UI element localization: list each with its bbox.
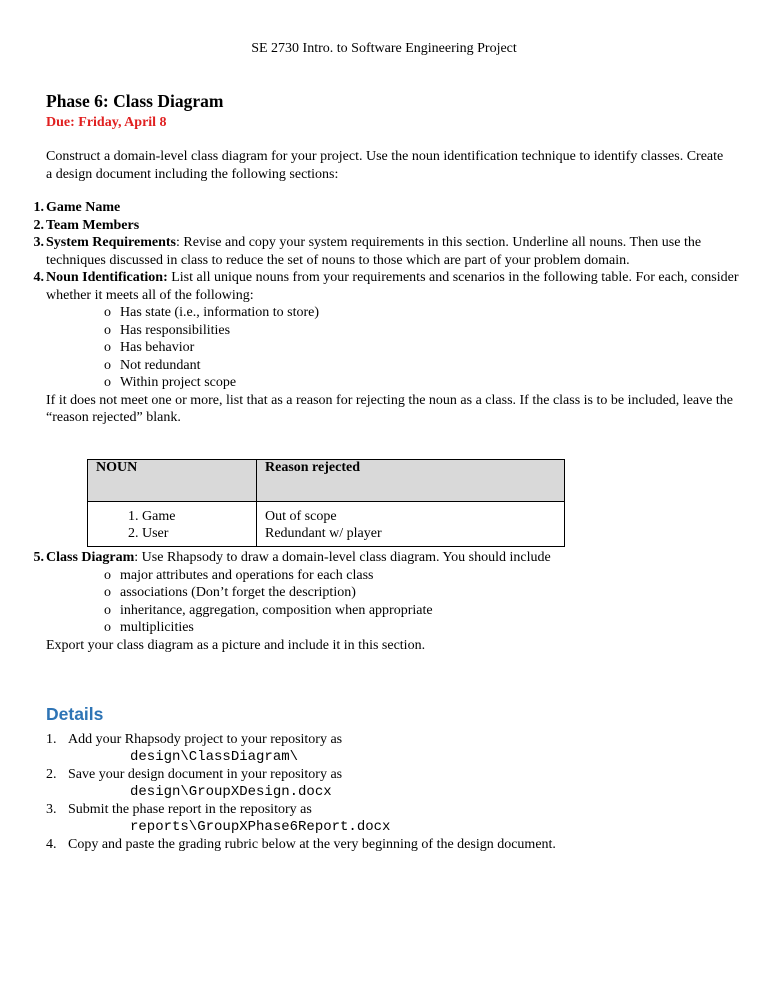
section-item-class-diagram: 5. Class Diagram: Use Rhapsody to draw a domain-level class diagram. You should include o major attributes and operations for each class o associations (Don’t forget the description) o inheritance, aggregation, composition when appropriate o multiplicities Export your class diagram as a picture and include it in this section. (22, 549, 742, 654)
bullet-icon: o (104, 567, 111, 583)
section-text: List all unique nouns from your requirements and scenarios in the following table. For each, consider whether it meets all of the following: (46, 270, 739, 303)
page-title: Phase 6: Class Diagram (46, 91, 224, 111)
table-header-noun: NOUN (88, 460, 257, 502)
bullet-icon: o (104, 375, 111, 390)
criteria-list (46, 304, 742, 392)
due-date: Due: Friday, April 8 (46, 115, 167, 130)
section-after-text: Export your class diagram as a picture and include it in this section. (46, 637, 426, 653)
section-after-text: If it does not meet one or more, list that as a reason for rejecting the noun as a class. If the class is to be included, leave the “reason rejected” blank. (46, 392, 733, 425)
bullet-icon: o (104, 322, 111, 338)
section-text: : Use Rhapsody to draw a domain-level class diagram. You should include (134, 550, 551, 565)
include-item: o associations (Don’t forget the description) (104, 585, 356, 600)
reason-cell: Out of scope Redundant w/ player (257, 502, 565, 547)
path-code: reports\GroupXPhase6Report.docx (130, 818, 391, 835)
table-header-reason: Reason rejected (257, 460, 565, 502)
details-heading: Details (46, 704, 104, 724)
details-list (46, 731, 746, 854)
bullet-icon: o (104, 340, 111, 355)
section-label: Class Diagram (46, 550, 135, 565)
noun-table (87, 459, 565, 547)
details-item: 1. Add your Rhapsody project to your repository as design\ClassDiagram\ (46, 731, 746, 766)
details-item: 4. Copy and paste the grading rubric below at the very beginning of the design document. (46, 837, 556, 852)
details-item: 2. Save your design document in your repository as design\GroupXDesign.docx (46, 766, 746, 801)
include-item: o multiplicities (104, 620, 194, 635)
section-label: Noun Identification: (46, 270, 168, 285)
section-item-team-members: 2. Team Members (33, 217, 140, 233)
bullet-icon: o (104, 357, 111, 373)
path-code: design\ClassDiagram\ (130, 748, 299, 765)
page-header: SE 2730 Intro. to Software Engineering Project (251, 41, 517, 56)
criteria-item: o Has state (i.e., information to store) (104, 305, 320, 320)
path-code: design\GroupXDesign.docx (130, 783, 332, 800)
bullet-icon: o (104, 305, 111, 320)
bullet-icon: o (104, 620, 111, 635)
criteria-item: o Not redundant (104, 357, 201, 373)
section-list-continued (22, 549, 742, 654)
table-row (88, 502, 565, 547)
section-label: Game Name (46, 200, 121, 215)
intro-paragraph: Construct a domain-level class diagram for your project. Use the noun identification technique to identify classes. Create a design document including the following sections: (46, 149, 724, 182)
details-item: 3. Submit the phase report in the repository as reports\GroupXPhase6Report.docx (46, 801, 746, 836)
section-label: Team Members (46, 217, 140, 233)
bullet-icon: o (104, 585, 111, 600)
section-item-noun-identification: 4. Noun Identification: List all unique nouns from your requirements and scenarios in the following table. For each, consider whether it meets all of the following: o Has state (i.e., information to store) o Has responsibilities o Has behavior o Not redundant o Within project scope If it does not meet one or more, list that as a reason for rejecting the noun as a class. If the class is to be included, leave the “reason rejected” blank. (22, 269, 742, 427)
noun-cell: 1. Game 2. User (88, 502, 257, 547)
section-text: : Revise and copy your system requirements in this section. Underline all nouns. Then use the techniques discussed in class to reduce the set of nouns to those which are part of your problem domain. (46, 235, 702, 268)
section-item-system-requirements: 3. System Requirements: Revise and copy your system requirements in this section. Underline all nouns. Then use the techniques discussed in class to reduce the set of nouns to those which are part of your problem domain. (33, 235, 702, 268)
bullet-icon: o (104, 602, 111, 618)
section-label: System Requirements (46, 235, 177, 250)
section-list (22, 199, 742, 427)
criteria-item: o Has responsibilities (104, 322, 231, 338)
criteria-item: o Within project scope (104, 375, 237, 390)
include-item: o inheritance, aggregation, composition when appropriate (104, 602, 433, 618)
criteria-item: o Has behavior (104, 340, 195, 355)
section-item-game-name: 1. Game Name (33, 200, 121, 215)
include-item: o major attributes and operations for each class (104, 567, 374, 583)
include-list (46, 567, 742, 637)
